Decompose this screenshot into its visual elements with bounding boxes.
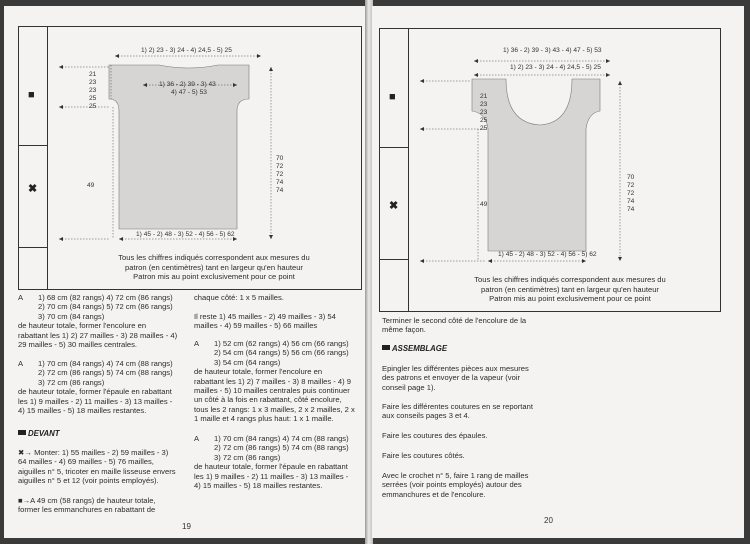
right-figure-caption: Tous les chiffres indiqués correspondent aux mesures du patron (en centimètres) tant en largeur qu'en hauteur Patron mis au point exclusivement pour ce point: [474, 275, 666, 304]
right-bottom-measure: 1) 45 - 2) 48 - 3) 52 - 4) 56 - 5) 62: [498, 251, 597, 258]
devant-last-body: ■→A 49 cm (58 rangs) de hauteur totale, former les emmanchures en rabattant de: [18, 496, 156, 515]
right-side-value: 49: [480, 201, 488, 208]
assemblage-para-3: Faire les coutures des épaules.: [382, 431, 488, 440]
left-col2-reste: Il reste 1) 45 mailles - 2) 49 mailles - 3) 54 mailles - 4) 59 mailles - 5) 66 mailles: [194, 312, 336, 331]
right-page-number: 20: [544, 516, 553, 525]
right-top-measure-2: 1) 2) 23 - 3) 24 - 4) 24,5 - 5) 25: [510, 64, 601, 71]
left-col1-block-a1: A 1) 68 cm (82 rangs) 4) 72 cm (86 rangs) 2) 70 cm (84 rangs) 5) 72 cm (86 rangs) 3) 70 cm (84 rangs) de hauteur totale, former l'encolure en rabattant les 1) 2) 27 mailles - 3) 28 mailles - 4) 29 mailles - 5) 30 mailles centrales.: [18, 293, 178, 350]
left-col2-block-a3: A 1) 52 cm (62 rangs) 4) 56 cm (66 rangs) 2) 54 cm (64 rangs) 5) 56 cm (66 rangs) 3) 54 cm (64 rangs) de hauteur totale, former l'encolure en rabattant les 1) 2) 7 mailles - 3) 8 mailles - 4) 9 mailles - 5) 10 mailles centrales puis continuer un côté à la fois en rabattant, côté encolure, tous les 2 rangs: 1 x 3 mailles, 2 x 2 mailles, 2 x 1 maille et 4 rangs plus haut: 1 x 1 maille.: [194, 339, 355, 424]
devant-heading: DEVANT: [18, 429, 59, 438]
left-col2-intro: chaque côté: 1 x 5 mailles.: [194, 293, 284, 302]
heading-square-icon: [18, 430, 26, 435]
heading-square-icon: [382, 345, 390, 350]
assemblage-para-2: Faire les différentes coutures en se reportant aux conseils pages 3 et 4.: [382, 402, 533, 421]
square-symbol-icon: ■: [28, 89, 35, 101]
block-letter: A: [18, 293, 24, 302]
left-top-measure: 1) 2) 23 - 3) 24 - 4) 24,5 - 5) 25: [141, 47, 232, 54]
assemblage-para-5: Avec le crochet n° 5, faire 1 rang de mailles serrées (voir points employés) autour des emmanchures et de l'encolure.: [382, 471, 529, 499]
left-length-values: 70 72 72 74 74: [276, 155, 284, 194]
right-armhole-heights: 21 23 23 25 25: [480, 93, 488, 132]
left-bottom-measure: 1) 45 - 2) 48 - 3) 52 - 4) 56 - 5) 62: [136, 231, 235, 238]
right-intro: Terminer le second côté de l'encolure de la même façon.: [382, 316, 527, 335]
block-letter: A: [194, 434, 200, 443]
left-side-value: 49: [87, 182, 95, 189]
left-neck-measure-2: 4) 47 - 5) 53: [171, 89, 207, 96]
right-page: [372, 6, 744, 538]
left-armhole-heights: 21 23 23 25 25: [89, 71, 97, 110]
devant-body: ✖→ Monter: 1) 55 mailles - 2) 59 mailles - 3) 64 mailles - 4) 69 mailles - 5) 76 mailles, aiguilles n° 5, tricoter en maille lisseuse envers aiguilles n° 5 et 12 (voir points employés).: [18, 448, 176, 486]
square-symbol-icon: ■: [389, 91, 396, 103]
right-length-values: 70 72 72 74 74: [627, 174, 635, 213]
left-neck-measure-1: 1) 36 - 2) 39 - 3) 43: [159, 81, 216, 88]
block-letter: A: [194, 339, 200, 348]
right-figure-box: [379, 28, 721, 312]
block-letter: A: [18, 359, 24, 368]
left-col1-block-a2: A 1) 70 cm (84 rangs) 4) 74 cm (88 rangs) 2) 72 cm (86 rangs) 5) 74 cm (88 rangs) 3) 72 cm (86 rangs) de hauteur totale, former l'épaule en rabattant les 1) 9 mailles - 2) 11 mailles - 3) 13 mailles - 4) 15 mailles - 5) 18 mailles restantes.: [18, 359, 173, 416]
front-pattern-shape: [472, 79, 600, 251]
right-top-measure-1: 1) 36 - 2) 39 - 3) 43 - 4) 47 - 5) 53: [503, 47, 602, 54]
cross-symbol-icon: ✖: [389, 200, 399, 212]
assemblage-para-4: Faire les coutures côtés.: [382, 451, 465, 460]
left-page: [4, 6, 367, 538]
left-col2-block-a4: A 1) 70 cm (84 rangs) 4) 74 cm (88 rangs) 2) 72 cm (86 rangs) 5) 74 cm (88 rangs) 3) 72 cm (86 rangs) de hauteur totale, former l'épaule en rabattant les 1) 9 mailles - 2) 11 mailles - 3) 13 mailles - 4) 15 mailles - 5) 18 mailles restantes.: [194, 434, 349, 491]
back-pattern-diagram: [19, 27, 361, 289]
cross-symbol-icon: ✖: [28, 183, 38, 195]
left-figure-box: [18, 26, 362, 290]
assemblage-para-1: Epingler les différentes pièces aux mesures des patrons et envoyer de la vapeur (voir conseil page 1).: [382, 364, 529, 392]
left-figure-caption: Tous les chiffres indiqués correspondent aux mesures du patron (en centimètres) tant en largeur qu'en hauteur Patron mis au point exclusivement pour ce point: [118, 253, 310, 282]
left-page-number: 19: [182, 522, 191, 531]
assemblage-heading: ASSEMBLAGE: [382, 344, 447, 353]
